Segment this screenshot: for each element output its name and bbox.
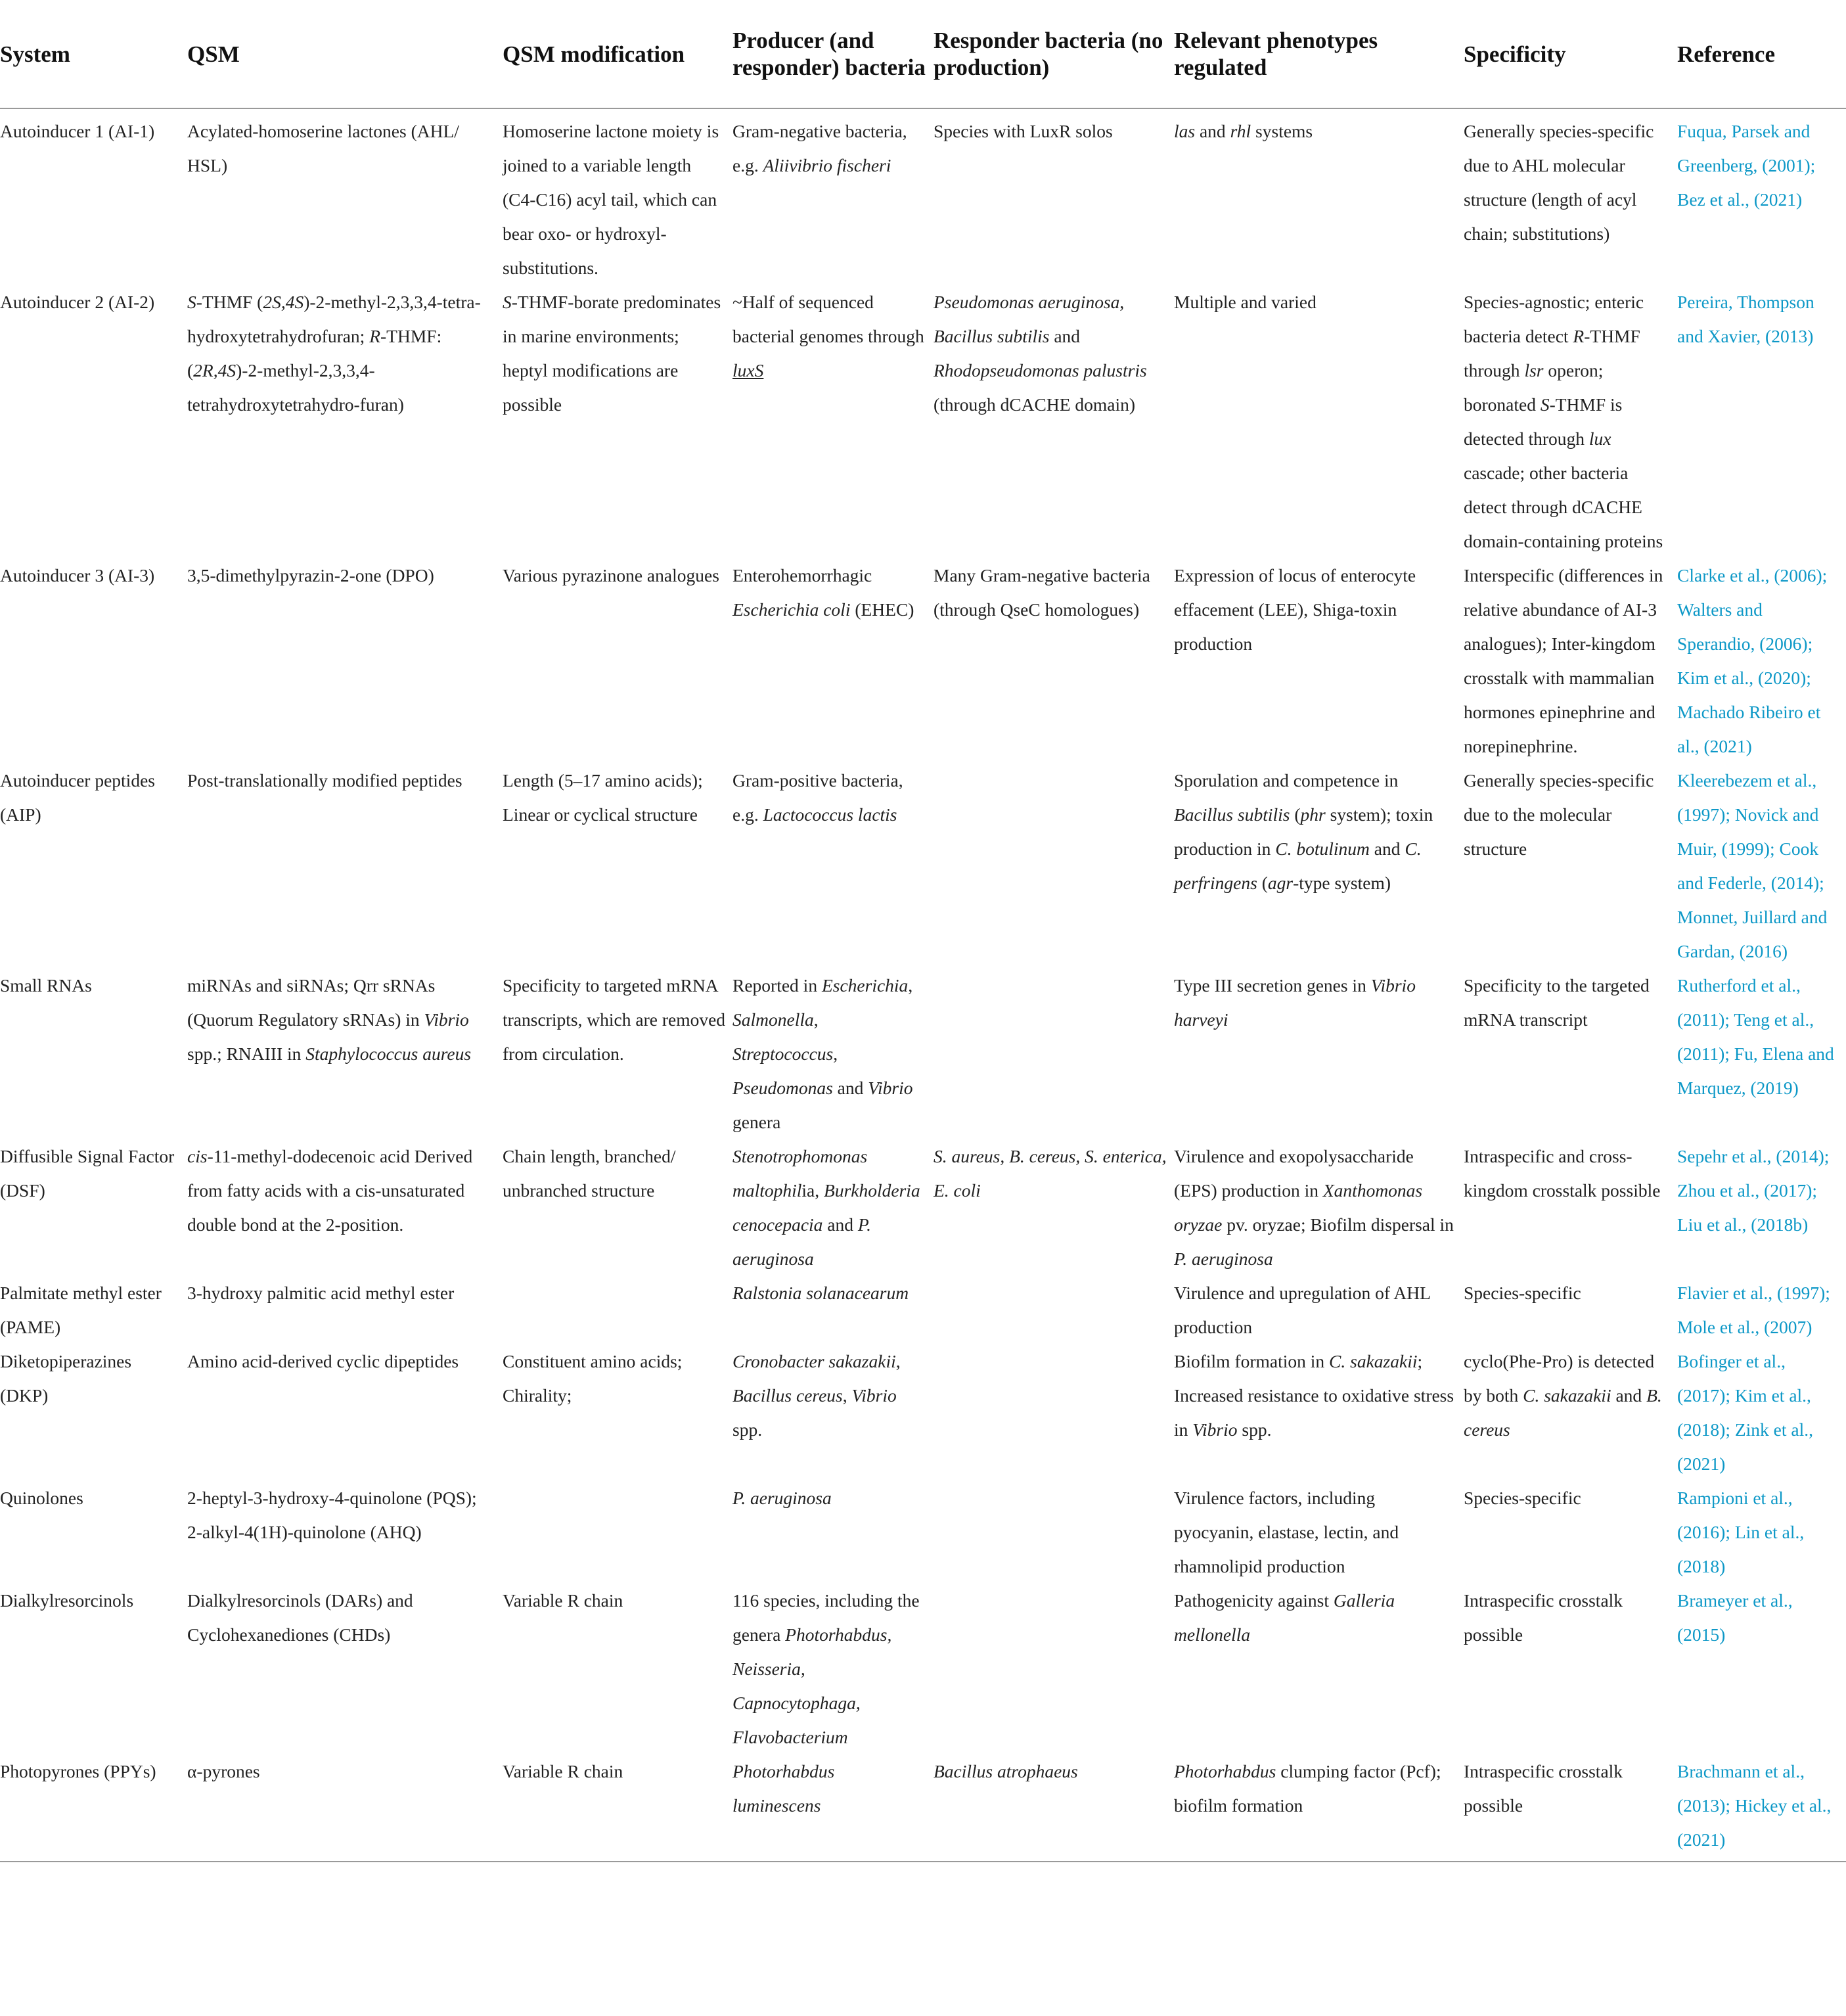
text-segment: Sporulation and competence in xyxy=(1174,770,1399,790)
text-segment: ; Increased resistance to oxidative stress in xyxy=(1174,1351,1454,1440)
cell-qsm: Acylated-homoserine lactones (AHL/ HSL) xyxy=(187,121,459,175)
cell-reference[interactable]: Brameyer et al., (2015) xyxy=(1677,1590,1793,1645)
table-row xyxy=(0,764,1846,969)
header-producer: Producer (and responder) bacteria xyxy=(732,0,934,108)
text-segment: C. botulinum xyxy=(1275,838,1370,859)
cell-producer xyxy=(732,559,934,764)
table-row xyxy=(0,969,1846,1139)
text-segment: Pseudomonas aeruginosa xyxy=(934,292,1120,312)
text-segment: Bacillus atrophaeus xyxy=(934,1761,1078,1781)
text-segment: Cronobacter sakazakii xyxy=(732,1351,896,1371)
cell-system: Dialkylresorcinols xyxy=(0,1590,134,1611)
text-segment: Rhodopseudomonas palustris xyxy=(934,360,1147,380)
text-segment: R xyxy=(369,326,381,346)
text-segment: Stenotrophomonas maltophil xyxy=(732,1146,868,1201)
header-row xyxy=(0,0,1846,108)
text-segment: P. aeruginosa xyxy=(732,1488,832,1508)
cell-producer xyxy=(732,1584,934,1754)
text-segment: Streptococcus xyxy=(732,1043,834,1064)
text-segment: genera xyxy=(732,1112,781,1132)
table-row xyxy=(0,1754,1846,1862)
text-segment: Reported in xyxy=(732,975,822,996)
cell-producer xyxy=(732,1344,934,1481)
text-segment: S. aureus, B. cereus, S. enterica, E. coli xyxy=(934,1146,1167,1201)
table-row xyxy=(0,108,1846,285)
cell-reference[interactable]: Bofinger et al., (2017); Kim et al., (2018); Zink et al., (2021) xyxy=(1677,1351,1813,1474)
text-segment: Enterohemorrhagic xyxy=(732,565,872,585)
cell-modification xyxy=(503,285,732,559)
text-segment: Galleria mellonella xyxy=(1174,1590,1395,1645)
cell-responder xyxy=(934,1276,1174,1344)
cell-qsm: 3,5-dimethylpyrazin-2-one (DPO) xyxy=(187,565,434,585)
text-segment: -THMF ( xyxy=(196,292,263,312)
cell-phenotypes: Virulence and upregulation of AHL production xyxy=(1174,1283,1430,1337)
text-segment: Escherichia xyxy=(821,975,909,996)
text-segment: lux xyxy=(1588,428,1611,449)
text-segment: Vibrio xyxy=(868,1078,913,1098)
text-segment: Burkholderia cenocepacia xyxy=(732,1180,920,1235)
cell-phenotypes: Expression of locus of enterocyte effacement (LEE), Shiga-toxin production xyxy=(1174,565,1416,654)
cell-phenotypes: Virulence factors, including pyocyanin, elastase, lectin, and rhamnolipid production xyxy=(1174,1488,1399,1576)
cell-phenotypes xyxy=(1174,1139,1464,1276)
cell-reference[interactable]: Clarke et al., (2006); Walters and Sperandio, (2006); Kim et al., (2020); Machado Ribeiro et al., (2021) xyxy=(1677,565,1828,756)
cell-modification: Variable R chain xyxy=(503,1754,732,1862)
cell-responder xyxy=(934,764,1174,969)
cell-qsm: Amino acid-derived cyclic dipeptides xyxy=(187,1351,459,1371)
text-segment: Bacillus subtilis xyxy=(934,326,1050,346)
text-segment: C. perfringens xyxy=(1174,838,1422,893)
cell-system: Small RNAs xyxy=(0,975,92,996)
cell-modification: Chain length, branched/ unbranched structure xyxy=(503,1146,676,1201)
text-segment: Vibrio xyxy=(1192,1419,1238,1440)
cell-producer xyxy=(732,1754,934,1862)
text-segment: Vibrio xyxy=(424,1009,469,1030)
text-segment: Salmonella xyxy=(732,1009,814,1030)
header-specificity: Specificity xyxy=(1464,0,1677,108)
cell-qsm: α-pyrones xyxy=(187,1754,503,1862)
text-segment: )-2-methyl-2,3,3,4-tetra-hydroxytetrahydrofuran; xyxy=(187,292,481,346)
cell-system: Autoinducer 1 (AI-1) xyxy=(0,121,155,141)
header-reference: Reference xyxy=(1677,0,1846,108)
text-segment: and xyxy=(822,1214,858,1235)
cell-producer xyxy=(732,285,934,559)
text-segment: Photorhabdus luminescens xyxy=(732,1761,835,1816)
cell-modification: Specificity to targeted mRNA transcripts, which are removed from circulation. xyxy=(503,975,726,1064)
text-segment: system); toxin production in xyxy=(1174,804,1433,859)
cell-qsm: Dialkylresorcinols (DARs) and Cyclohexanediones (CHDs) xyxy=(187,1590,413,1645)
text-segment: rhl xyxy=(1230,121,1251,141)
text-segment: S xyxy=(1540,394,1550,415)
cell-producer xyxy=(732,764,934,969)
cell-producer xyxy=(732,969,934,1139)
header-system: System xyxy=(0,0,187,108)
cell-phenotypes: Multiple and varied xyxy=(1174,292,1317,312)
text-segment: and xyxy=(832,1078,868,1098)
cell-system: Autoinducer 2 (AI-2) xyxy=(0,292,155,312)
text-segment: Biofilm formation in xyxy=(1174,1351,1330,1371)
text-segment: pv. oryzae; Biofilm dispersal in xyxy=(1222,1214,1454,1235)
cell-producer xyxy=(732,108,934,285)
text-segment: Type III secretion genes in xyxy=(1174,975,1371,996)
cell-qsm: 3-hydroxy palmitic acid methyl ester xyxy=(187,1283,455,1303)
text-segment: ( xyxy=(1257,873,1268,893)
cell-phenotypes xyxy=(1174,1344,1464,1481)
header-phenotypes: Relevant phenotypes regulated xyxy=(1174,0,1464,108)
text-segment: Aliivibrio fischeri xyxy=(763,155,891,175)
text-segment: , xyxy=(908,975,913,996)
table-row xyxy=(0,1344,1846,1481)
table-row xyxy=(0,1584,1846,1754)
cell-responder xyxy=(934,1481,1174,1584)
text-segment: ia, xyxy=(801,1180,824,1201)
cell-system: Quinolones xyxy=(0,1488,83,1508)
cell-phenotypes xyxy=(1174,1584,1464,1754)
text-segment: and xyxy=(1195,121,1230,141)
cell-phenotypes xyxy=(1174,969,1464,1139)
text-segment: -THMF through xyxy=(1464,326,1640,380)
header-qsm-modification: QSM modification xyxy=(503,0,732,108)
cell-specificity: Species-specific xyxy=(1464,1488,1581,1508)
cell-specificity: Intraspecific and cross-kingdom crosstalk possible xyxy=(1464,1146,1661,1201)
cell-system: Diketopiperazines (DKP) xyxy=(0,1351,132,1406)
text-segment: cis xyxy=(187,1146,208,1166)
cell-responder xyxy=(934,1344,1174,1481)
cell-responder xyxy=(934,1584,1174,1754)
cell-phenotypes xyxy=(1174,1754,1464,1862)
text-segment: Vibrio xyxy=(851,1385,897,1406)
text-segment: Bacillus subtilis xyxy=(1174,804,1290,825)
cell-reference[interactable]: Sepehr et al., (2014); Zhou et al., (2017); Liu et al., (2018b) xyxy=(1677,1146,1830,1235)
text-segment: )-2-methyl-2,3,3,4-tetrahydroxytetrahydro-furan) xyxy=(187,360,404,415)
cell-specificity: Species-specific xyxy=(1464,1283,1581,1303)
cell-producer xyxy=(732,1139,934,1276)
text-segment: Gram-negative bacteria, e.g. xyxy=(732,121,907,175)
text-segment: spp. xyxy=(1237,1419,1272,1440)
text-segment: luxS xyxy=(732,360,764,380)
cell-qsm: 2-heptyl-3-hydroxy-4-quinolone (PQS); 2-alkyl-4(1H)-quinolone (AHQ) xyxy=(187,1488,477,1542)
text-segment: systems xyxy=(1251,121,1313,141)
text-segment: Vibrio harveyi xyxy=(1174,975,1416,1030)
text-segment: -THMF-borate predominates in marine environments; heptyl modifications are possible xyxy=(503,292,721,415)
cell-qsm xyxy=(187,969,503,1139)
text-segment: R xyxy=(1573,326,1585,346)
text-segment: phr xyxy=(1300,804,1326,825)
text-segment: Staphylococcus aureus xyxy=(305,1043,472,1064)
text-segment: operon; boronated xyxy=(1464,360,1604,415)
text-segment: , xyxy=(1119,292,1125,312)
cell-responder: Many Gram-negative bacteria (through QseC homologues) xyxy=(934,565,1150,620)
text-segment: 2S,4S xyxy=(263,292,304,312)
cell-reference[interactable]: Flavier et al., (1997); Mole et al., (2007) xyxy=(1677,1283,1830,1337)
text-segment: (EHEC) xyxy=(850,599,914,620)
cell-reference[interactable]: Pereira, Thompson and Xavier, (2013) xyxy=(1677,292,1814,346)
cell-responder: Species with LuxR solos xyxy=(934,121,1113,141)
header-qsm: QSM xyxy=(187,0,503,108)
table-row xyxy=(0,1276,1846,1344)
text-segment: spp.; RNAIII in xyxy=(187,1043,306,1064)
text-segment: B. cereus xyxy=(1464,1385,1662,1440)
cell-modification: Homoserine lactone moiety is joined to a variable length (C4-C16) acyl tail, which can bear oxo- or hydroxyl- substitutions. xyxy=(503,121,719,278)
table-row xyxy=(0,285,1846,559)
text-segment: -type system) xyxy=(1293,873,1391,893)
text-segment: miRNAs and siRNAs; Qrr sRNAs (Quorum Regulatory sRNAs) in xyxy=(187,975,436,1030)
cell-modification: Various pyrazinone analogues xyxy=(503,565,719,585)
text-segment: 116 species, including the genera xyxy=(732,1590,920,1645)
cell-specificity xyxy=(1464,1344,1677,1481)
table-row xyxy=(0,1139,1846,1276)
cell-reference[interactable]: Fuqua, Parsek and Greenberg, (2001); Bez et al., (2021) xyxy=(1677,121,1816,210)
cell-system: Diffusible Signal Factor (DSF) xyxy=(0,1146,175,1201)
cell-responder xyxy=(934,969,1174,1139)
cell-specificity: Interspecific (differences in relative abundance of AI-3 analogues); Inter-kingdom crosstalk with mammalian hormones epinephrine and norepinephrine. xyxy=(1464,565,1663,756)
text-segment: and xyxy=(1049,326,1081,346)
text-segment: ( xyxy=(1290,804,1301,825)
text-segment: (through dCACHE domain) xyxy=(934,394,1136,415)
cell-specificity xyxy=(1464,285,1677,559)
cell-specificity: Generally species-specific due to AHL molecular structure (length of acyl chain; substitutions) xyxy=(1464,121,1654,244)
text-segment: -THMF: ( xyxy=(187,326,442,380)
text-segment: , xyxy=(895,1351,901,1371)
cell-reference[interactable]: Brachmann et al., (2013); Hickey et al., (2021) xyxy=(1677,1754,1846,1862)
text-segment: Xanthomonas oryzae xyxy=(1174,1180,1423,1235)
text-segment: Lactococcus lactis xyxy=(763,804,897,825)
cell-modification: Variable R chain xyxy=(503,1590,623,1611)
text-segment: C. sakazakii xyxy=(1523,1385,1611,1406)
text-segment: lsr xyxy=(1524,360,1544,380)
text-segment: Photorhabdus xyxy=(1174,1761,1276,1781)
text-segment: Pathogenicity against xyxy=(1174,1590,1334,1611)
text-segment: , xyxy=(833,1043,838,1064)
cell-responder xyxy=(934,1139,1174,1276)
text-segment: Virulence and exopolysaccharide (EPS) production in xyxy=(1174,1146,1414,1201)
text-segment: S xyxy=(187,292,196,312)
cell-modification xyxy=(503,1481,732,1584)
cell-qsm: Post-translationally modified peptides xyxy=(187,770,462,790)
table-row xyxy=(0,1481,1846,1584)
cell-system: Palmitate methyl ester (PAME) xyxy=(0,1283,162,1337)
text-segment: cascade; other bacteria detect through dCACHE domain-containing proteins xyxy=(1464,463,1663,551)
text-segment: ~Half of sequenced bacterial genomes through xyxy=(732,292,924,346)
text-segment: Bacillus cereus xyxy=(732,1385,843,1406)
text-segment: agr xyxy=(1267,873,1294,893)
text-segment: -11-methyl-dodecenoic acid Derived from fatty acids with a cis-unsaturated double bond at the 2-position. xyxy=(187,1146,473,1235)
cell-producer xyxy=(732,1481,934,1584)
text-segment: , xyxy=(813,1009,819,1030)
cell-reference[interactable]: Rampioni et al., (2016); Lin et al., (2018) xyxy=(1677,1488,1805,1576)
cell-specificity: Generally species-specific due to the molecular structure xyxy=(1464,770,1654,859)
cell-specificity: Intraspecific crosstalk possible xyxy=(1464,1754,1677,1862)
cell-reference[interactable]: Rutherford et al., (2011); Teng et al., (2011); Fu, Elena and Marquez, (2019) xyxy=(1677,975,1834,1098)
text-segment: and xyxy=(1369,838,1405,859)
text-segment: P. aeruginosa xyxy=(1174,1249,1273,1269)
text-segment: Gram-positive bacteria, e.g. xyxy=(732,770,903,825)
text-segment: Escherichia coli xyxy=(732,599,851,620)
text-segment: cyclo(Phe-Pro) is detected by both xyxy=(1464,1351,1655,1406)
cell-qsm xyxy=(187,1139,503,1276)
cell-modification: Length (5–17 amino acids); Linear or cyclical structure xyxy=(503,770,703,825)
cell-phenotypes xyxy=(1174,108,1464,285)
text-segment: and xyxy=(1611,1385,1647,1406)
text-segment: spp. xyxy=(732,1419,763,1440)
cell-modification xyxy=(503,1276,732,1344)
cell-responder xyxy=(934,1754,1174,1862)
table-row xyxy=(0,559,1846,764)
cell-specificity: Specificity to the targeted mRNA transcript xyxy=(1464,975,1650,1030)
text-segment: -THMF is detected through xyxy=(1464,394,1623,449)
cell-producer xyxy=(732,1276,934,1344)
cell-system: Photopyrones (PPYs) xyxy=(0,1754,187,1862)
text-segment: P. aeruginosa xyxy=(732,1214,872,1269)
cell-reference[interactable]: Kleerebezem et al., (1997); Novick and Muir, (1999); Cook and Federle, (2014); Monnet, Juillard and Gardan, (2016) xyxy=(1677,770,1828,961)
text-segment: , xyxy=(842,1385,852,1406)
text-segment: 2R,4S xyxy=(193,360,236,380)
text-segment: las xyxy=(1174,121,1196,141)
text-segment: S xyxy=(503,292,512,312)
cell-qsm xyxy=(187,285,503,559)
text-segment: Ralstonia solanacearum xyxy=(732,1283,909,1303)
cell-responder xyxy=(934,285,1174,559)
text-segment: C. sakazakii xyxy=(1329,1351,1418,1371)
cell-system: Autoinducer 3 (AI-3) xyxy=(0,565,155,585)
cell-phenotypes xyxy=(1174,764,1464,969)
text-segment: Photorhabdus, Neisseria, Capnocytophaga, Flavobacterium xyxy=(732,1624,892,1747)
text-segment: Species-agnostic; enteric bacteria detect xyxy=(1464,292,1644,346)
cell-modification: Constituent amino acids; Chirality; xyxy=(503,1351,683,1406)
text-segment: clumping factor (Pcf); biofilm formation xyxy=(1174,1761,1441,1816)
cell-system: Autoinducer peptides (AIP) xyxy=(0,770,155,825)
header-responder: Responder bacteria (no production) xyxy=(934,0,1174,108)
cell-specificity: Intraspecific crosstalk possible xyxy=(1464,1590,1623,1645)
text-segment: Pseudomonas xyxy=(732,1078,833,1098)
